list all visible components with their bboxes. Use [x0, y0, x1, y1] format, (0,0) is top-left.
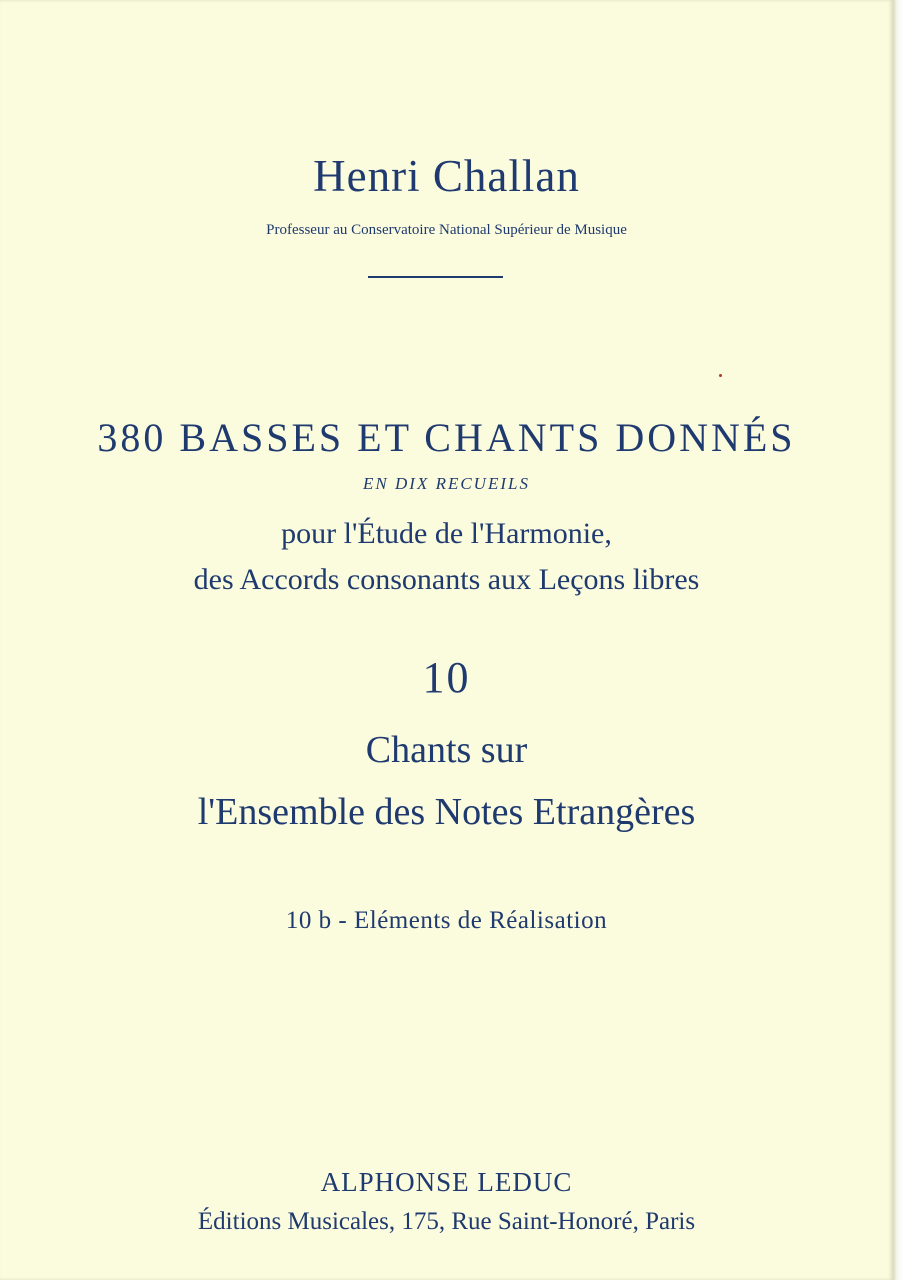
author-name: Henri Challan: [313, 151, 580, 201]
divider-rule: [368, 276, 503, 278]
page-edge: [893, 0, 904, 1280]
volume-title-line-2: l'Ensemble des Notes Etrangères: [197, 791, 696, 833]
volume-number: 10: [422, 653, 471, 702]
author-affiliation: Professeur au Conservatoire National Supérieur de Musique: [266, 222, 627, 238]
publisher-address: Éditions Musicales, 175, Rue Saint-Honoré, Paris: [197, 1208, 696, 1235]
collection-note: EN DIX RECUEILS: [363, 474, 530, 493]
subtitle-line-2: des Accords consonants aux Leçons libres: [193, 563, 700, 596]
paper-speck: [719, 374, 722, 377]
book-title: 380 BASSES ET CHANTS DONNÉS: [97, 415, 796, 460]
publisher-name: ALPHONSE LEDUC: [320, 1167, 573, 1197]
volume-title-line-1: Chants sur: [365, 729, 528, 771]
part-label: 10 b - Eléments de Réalisation: [285, 907, 608, 934]
subtitle-line-1: pour l'Étude de l'Harmonie,: [281, 517, 612, 550]
